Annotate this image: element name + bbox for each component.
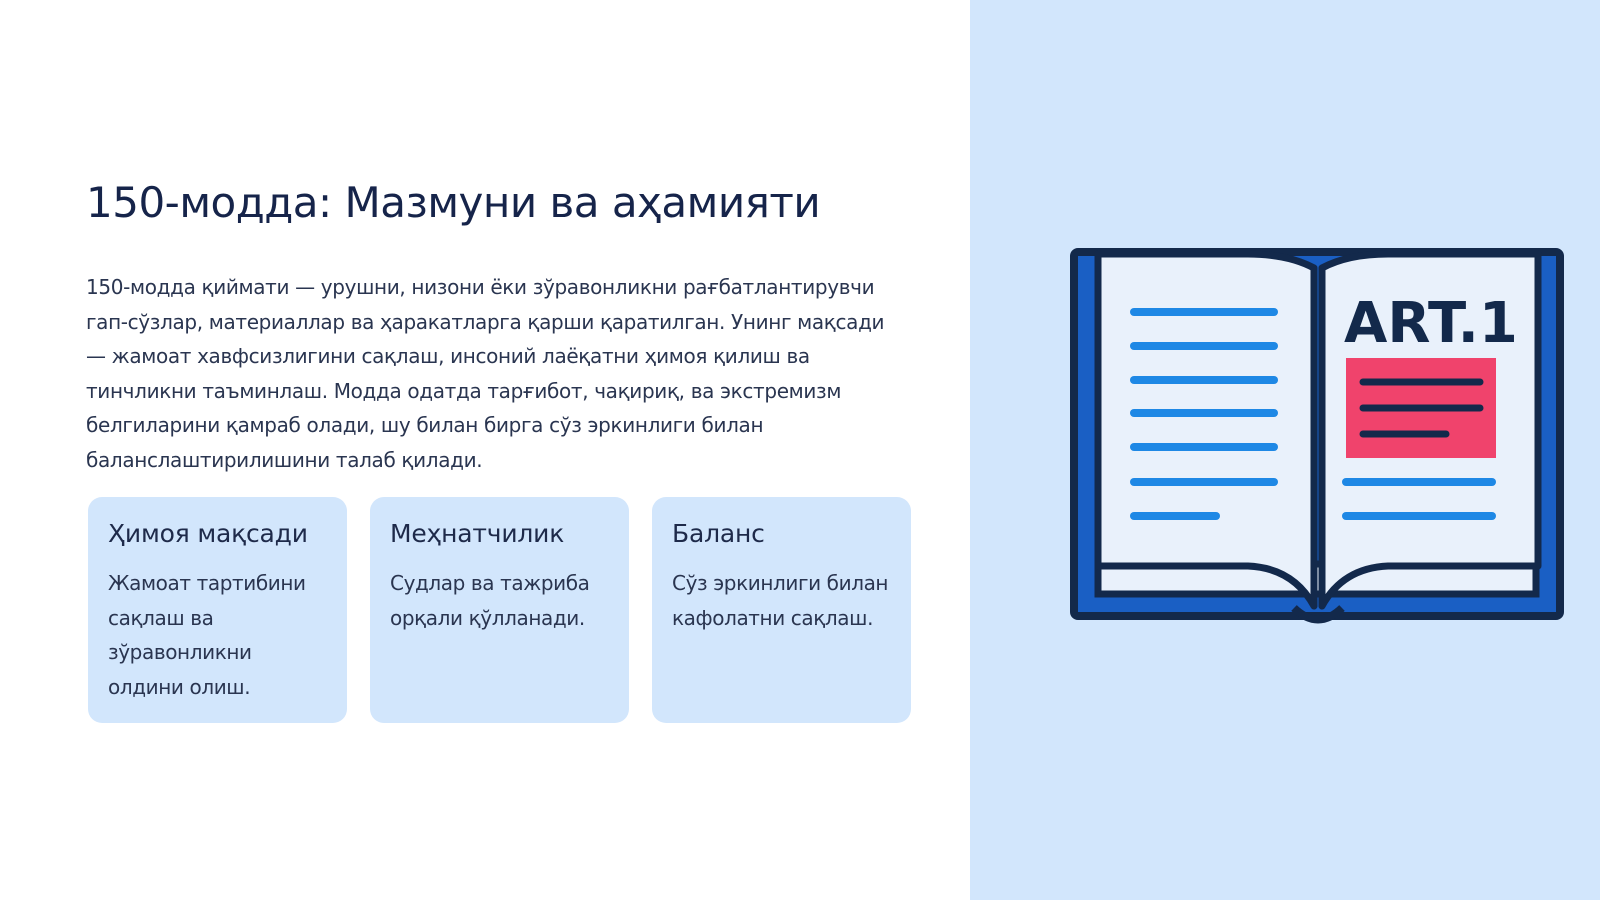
left-text-lines xyxy=(1134,312,1274,516)
slide-title: 150-модда: Мазмуни ва аҳамияти xyxy=(86,178,821,227)
card-text: Жамоат тартибини сақлаш ва зўравонликни олдини олиш. xyxy=(108,571,306,699)
card-title: Меҳнатчилик xyxy=(390,519,565,548)
open-book-icon xyxy=(1068,246,1568,646)
card-balance xyxy=(652,497,911,723)
card-title: Баланс xyxy=(672,519,765,548)
card-protection xyxy=(88,497,347,723)
card-title: Ҳимоя мақсади xyxy=(108,519,308,548)
card-text: Сўз эркинлиги билан кафолатни сақлаш. xyxy=(672,571,889,630)
slide-body-text: 150-модда қиймати — урушни, низони ёки зўравонликни рағбатлантирувчи гап-сўзлар, материаллар ва ҳаракатларга қарши қаратилган. Унинг мақсади — жамоат хавфсизлигини сақлаш, инсоний лаёқатни ҳимоя қилиш ва тинчликни таъминлаш. Модда одатда тарғибот, чақириқ, ва экстремизм белгиларини қамраб олади, шу билан бирга сўз эркинлиги билан баланслаштирилишини талаб қилади. xyxy=(86,275,885,472)
feature-cards xyxy=(88,497,911,723)
card-practice xyxy=(370,497,629,723)
article-label: ART.1 xyxy=(1344,291,1518,356)
card-text: Судлар ва тажриба орқали қўлланади. xyxy=(390,571,590,630)
book-left-page xyxy=(1098,254,1314,606)
